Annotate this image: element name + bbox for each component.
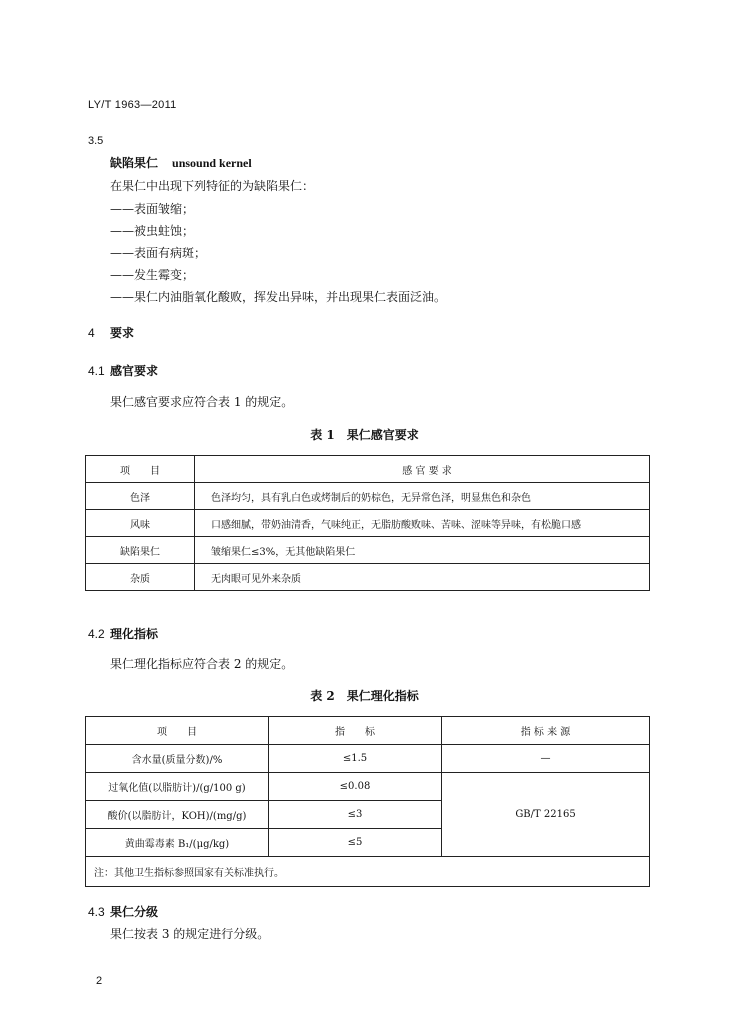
table-cell: 含水量(质量分数)/% bbox=[86, 745, 269, 773]
section-number: 4.1 bbox=[88, 364, 105, 378]
term-title bbox=[110, 154, 252, 171]
table-note: 注：其他卫生指标参照国家有关标准执行。 bbox=[86, 857, 650, 887]
section-4-3-heading bbox=[88, 903, 158, 920]
section-4-1-heading bbox=[88, 362, 158, 379]
table-cell: 皱缩果仁≤3%，无其他缺陷果仁 bbox=[195, 537, 650, 564]
standard-code: LY/T 1963—2011 bbox=[88, 99, 177, 111]
section-title: 理化指标 bbox=[110, 627, 159, 641]
table-header-row bbox=[86, 456, 650, 483]
term-name-zh: 缺陷果仁 bbox=[110, 156, 159, 170]
table-header-cell: 项 目 bbox=[86, 717, 269, 745]
section-title: 感官要求 bbox=[110, 364, 159, 378]
table-row bbox=[86, 510, 650, 537]
table-cell: ≤1.5 bbox=[269, 745, 442, 773]
table-cell: 色泽均匀，具有乳白色或烤制后的奶棕色，无异常色泽，明显焦色和杂色 bbox=[195, 483, 650, 510]
section-4-heading bbox=[88, 324, 134, 341]
section-4-1-text: 果仁感官要求应符合表 1 的规定。 bbox=[110, 395, 294, 409]
section-4-2-heading bbox=[88, 625, 158, 642]
page-number: 2 bbox=[96, 975, 103, 987]
term-name-en: unsound kernel bbox=[172, 156, 252, 170]
table-row bbox=[86, 537, 650, 564]
term-item: ——表面皱缩； bbox=[110, 202, 195, 216]
table-cell: 黄曲霉毒素 B₁/(μg/kg) bbox=[86, 829, 269, 857]
section-4-3-text: 果仁按表 3 的规定进行分级。 bbox=[110, 927, 270, 941]
term-item: ——果仁内油脂氧化酸败，挥发出异味，并出现果仁表面泛油。 bbox=[110, 290, 447, 304]
section-number: 4.3 bbox=[88, 905, 105, 919]
table-row bbox=[86, 773, 650, 801]
table-cell: ≤5 bbox=[269, 829, 442, 857]
table-cell: 杂质 bbox=[86, 564, 195, 591]
table-cell: 过氧化值(以脂肪计)/(g/100 g) bbox=[86, 773, 269, 801]
table-cell: 口感细腻，带奶油清香，气味纯正，无脂肪酸败味、苦味、涩味等异味，有松脆口感 bbox=[195, 510, 650, 537]
section-4-2-text: 果仁理化指标应符合表 2 的规定。 bbox=[110, 657, 294, 671]
table-cell-source: GB/T 22165 bbox=[442, 773, 650, 857]
term-number: 3.5 bbox=[88, 135, 104, 147]
section-title: 果仁分级 bbox=[110, 905, 159, 919]
table-cell: ≤0.08 bbox=[269, 773, 442, 801]
section-title: 要求 bbox=[110, 326, 135, 340]
table-header-cell: 指 标 来 源 bbox=[442, 717, 650, 745]
table-2 bbox=[85, 716, 650, 887]
term-item: ——发生霉变； bbox=[110, 268, 195, 282]
table-row bbox=[86, 564, 650, 591]
table-header-cell: 指 标 bbox=[269, 717, 442, 745]
table-1-caption: 表 1 果仁感官要求 bbox=[310, 428, 419, 442]
table-note-row bbox=[86, 857, 650, 887]
table-header-cell: 感 官 要 求 bbox=[195, 456, 650, 483]
table-row bbox=[86, 745, 650, 773]
table-cell: 风味 bbox=[86, 510, 195, 537]
table-row bbox=[86, 483, 650, 510]
table-cell: 缺陷果仁 bbox=[86, 537, 195, 564]
term-item: ——表面有病斑； bbox=[110, 246, 207, 260]
table-cell: ≤3 bbox=[269, 801, 442, 829]
table-header-cell: 项 目 bbox=[86, 456, 195, 483]
section-number: 4 bbox=[88, 326, 95, 340]
term-item: ——被虫蛀蚀； bbox=[110, 224, 195, 238]
table-cell: 无肉眼可见外来杂质 bbox=[195, 564, 650, 591]
section-number: 4.2 bbox=[88, 627, 105, 641]
table-cell: 色泽 bbox=[86, 483, 195, 510]
table-cell: 酸价(以脂肪计，KOH)/(mg/g) bbox=[86, 801, 269, 829]
table-cell: — bbox=[442, 745, 650, 773]
term-definition: 在果仁中出现下列特征的为缺陷果仁： bbox=[110, 179, 315, 193]
table-header-row bbox=[86, 717, 650, 745]
table-1 bbox=[85, 455, 650, 591]
table-2-caption: 表 2 果仁理化指标 bbox=[310, 689, 419, 703]
